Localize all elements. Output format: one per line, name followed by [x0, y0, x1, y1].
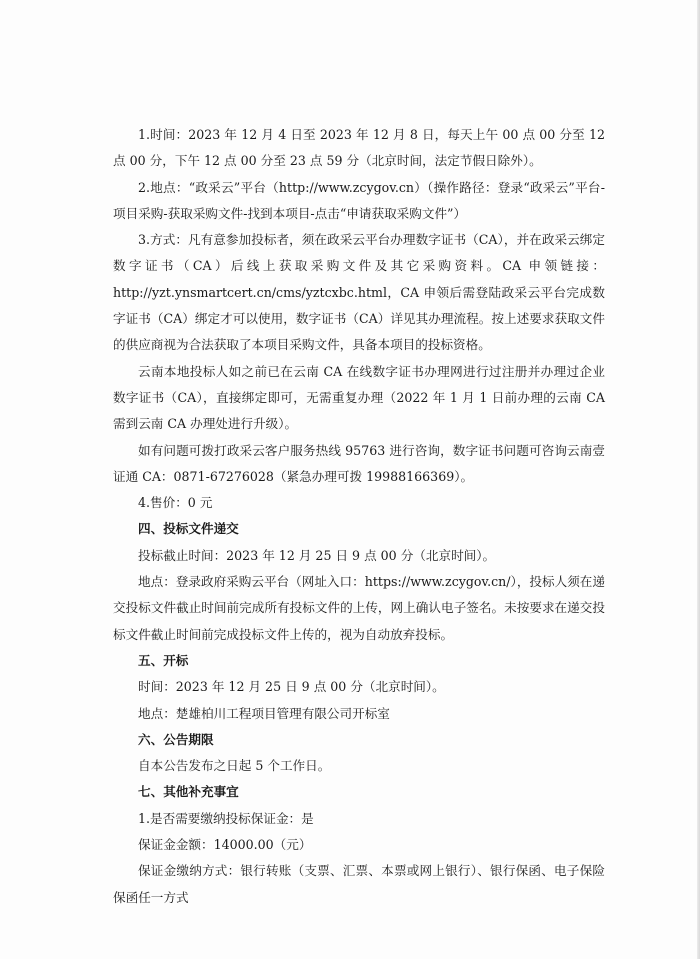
paragraph-deadline: 投标截止时间：2023 年 12 月 25 日 9 点 00 分（北京时间）。 — [138, 547, 496, 563]
paragraph-open-place: 地点：楚雄柏川工程项目管理有限公司开标室 — [138, 705, 390, 721]
paragraph-notice-period: 自本公告发布之日起 5 个工作日。 — [138, 758, 331, 774]
paragraph-yunnan-note: 云南本地投标人如之前已在云南 CA 在线数字证书办理网进行过注册并办理过企业数字证书（CA），直接绑定即可，无需重复办理（2022 年 1 月 1 日前办理的云南 CA 需到云南 CA 办理处进行升级）。 — [113, 363, 605, 432]
section4-heading: 四、投标文件递交 — [138, 521, 239, 537]
paragraph-deposit-method: 保证金缴纳方式：银行转账（支票、汇票、本票或网上银行）、银行保函、电子保险保函任一方式 — [113, 863, 605, 905]
paragraph-open-time: 时间：2023 年 12 月 25 日 9 点 00 分（北京时间）。 — [138, 679, 445, 695]
document-body — [113, 122, 605, 911]
paragraph-price: 4.售价：0 元 — [138, 495, 213, 511]
section6-heading: 六、公告期限 — [138, 731, 214, 747]
paragraph-hotline: 如有问题可拨打政采云客户服务热线 95763 进行咨询，数字证书问题可咨询云南壹证通 CA：0871-67276028（紧急办理可拨 19988166369）。 — [113, 442, 605, 484]
paragraph-submit-place: 地点：登录政府采购云平台（网址入口：https://www.zcygov.cn/），投标人须在递交投标文件截止时间前完成所有投标文件的上传，网上确认电子签名。未按要求在递交投标文件截止时间前完成投标文件上传的，视为自动放弃投标。 — [113, 574, 605, 642]
paragraph-deposit-required: 1.是否需要缴纳投标保证金：是 — [138, 810, 314, 826]
paragraph-place: 2.地点：“政采云”平台（http://www.zcygov.cn）（操作路径：登录“政采云”平台-项目采购-获取采购文件-找到本项目-点击“申请获取采购文件”） — [113, 179, 605, 221]
paragraph-method: 3.方式：凡有意参加投标者，须在政采云平台办理数字证书（CA），并在政采云绑定数字证书（CA）后线上获取采购文件及其它采购资料。CA 申领链接：http://yzt.ynsmartcert.cn/cms/yztcxbc.html，CA 申领后需登陆政采云平台完成数字证书（CA）绑定才可以使用，数字证书（CA）详见其办理流程。按上述要求获取文件的供应商视为合法获取了本项目采购文件，具备本项目的投标资格。 — [113, 232, 605, 353]
paragraph-time: 1.时间：2023 年 12 月 4 日至 2023 年 12 月 8 日，每天上午 00 点 00 分至 12 点 00 分，下午 12 点 00 分至 23 点 59 分（北京时间，法定节假日除外）。 — [113, 127, 605, 169]
section7-heading: 七、其他补充事宜 — [138, 784, 239, 800]
section5-heading: 五、开标 — [138, 652, 189, 668]
paragraph-deposit-amount: 保证金金额：14000.00（元） — [138, 837, 312, 853]
